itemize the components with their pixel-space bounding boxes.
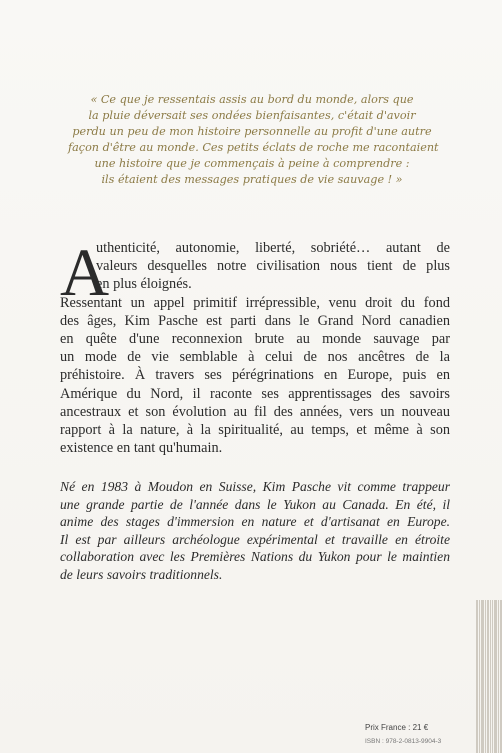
description-line: un mode de vie semblable à celui de nos ancêtres de la <box>60 349 450 366</box>
bio-line: anime des stages d'immersion en nature et d'artisanat en Europe. <box>60 514 450 530</box>
pull-quote <box>68 92 439 188</box>
barcode-edge <box>470 600 502 753</box>
description-line: en plus éloignés. <box>96 276 192 293</box>
quote-line: une histoire que je commençais à peine à comprendre : <box>94 157 410 170</box>
description-line: en quête d'une reconnexion brute au monde sauvage par <box>60 331 450 348</box>
quote-line: la pluie déversait ses ondées bienfaisantes, c'était d'avoir <box>88 109 416 122</box>
bio-line: Né en 1983 à Moudon en Suisse, Kim Pasche vit comme trappeur <box>60 479 450 494</box>
bio-line: de leurs savoirs traditionnels. <box>60 566 223 582</box>
bio-line: une grande partie de l'année dans le Yukon au Canada. En été, il <box>60 496 450 512</box>
quote-line: ils étaient des messages pratiques de vie sauvage ! » <box>101 173 403 186</box>
author-bio <box>60 478 450 584</box>
description-line: existence en tant qu'humain. <box>60 440 223 457</box>
quote-line: perdu un peu de mon histoire personnelle au profit d'une autre <box>72 125 432 138</box>
price-label: Prix France : 21 € <box>365 723 429 732</box>
description-line: Ressentant un appel primitif irrépressible, venu droit du fond <box>60 294 450 311</box>
description-line: rapport à la nature, à la spiritualité, au temps, et même à son <box>60 422 450 439</box>
description-line: Amérique du Nord, il raconte ses apprentissages des savoirs <box>60 385 450 402</box>
description-line: des âges, Kim Pasche est parti dans le Grand Nord canadien <box>60 312 450 329</box>
isbn-label: ISBN : 978-2-0813-9904-3 <box>365 738 442 745</box>
description-line: valeurs desquelles notre civilisation nous tient de plus <box>96 258 450 275</box>
quote-line: « Ce que je ressentais assis au bord du monde, alors que <box>90 93 414 106</box>
description-line: préhistoire. À travers ses pérégrinations en Europe, puis en <box>60 367 450 384</box>
quote-line: façon d'être au monde. Ces petits éclats de roche me racontaient <box>68 141 439 154</box>
description-line: uthenticité, autonomie, liberté, sobriété… autant de <box>96 240 450 256</box>
description-text <box>60 234 450 457</box>
drop-cap: A <box>60 234 110 310</box>
description-line: ancestraux et son évolution au fil des années, vers un nouveau <box>60 403 450 420</box>
bio-line: Il est par ailleurs archéologue expérimental et travaille en étroite <box>60 531 450 547</box>
bio-line: collaboration avec les Premières Nations du Yukon pour le maintien <box>60 549 450 565</box>
